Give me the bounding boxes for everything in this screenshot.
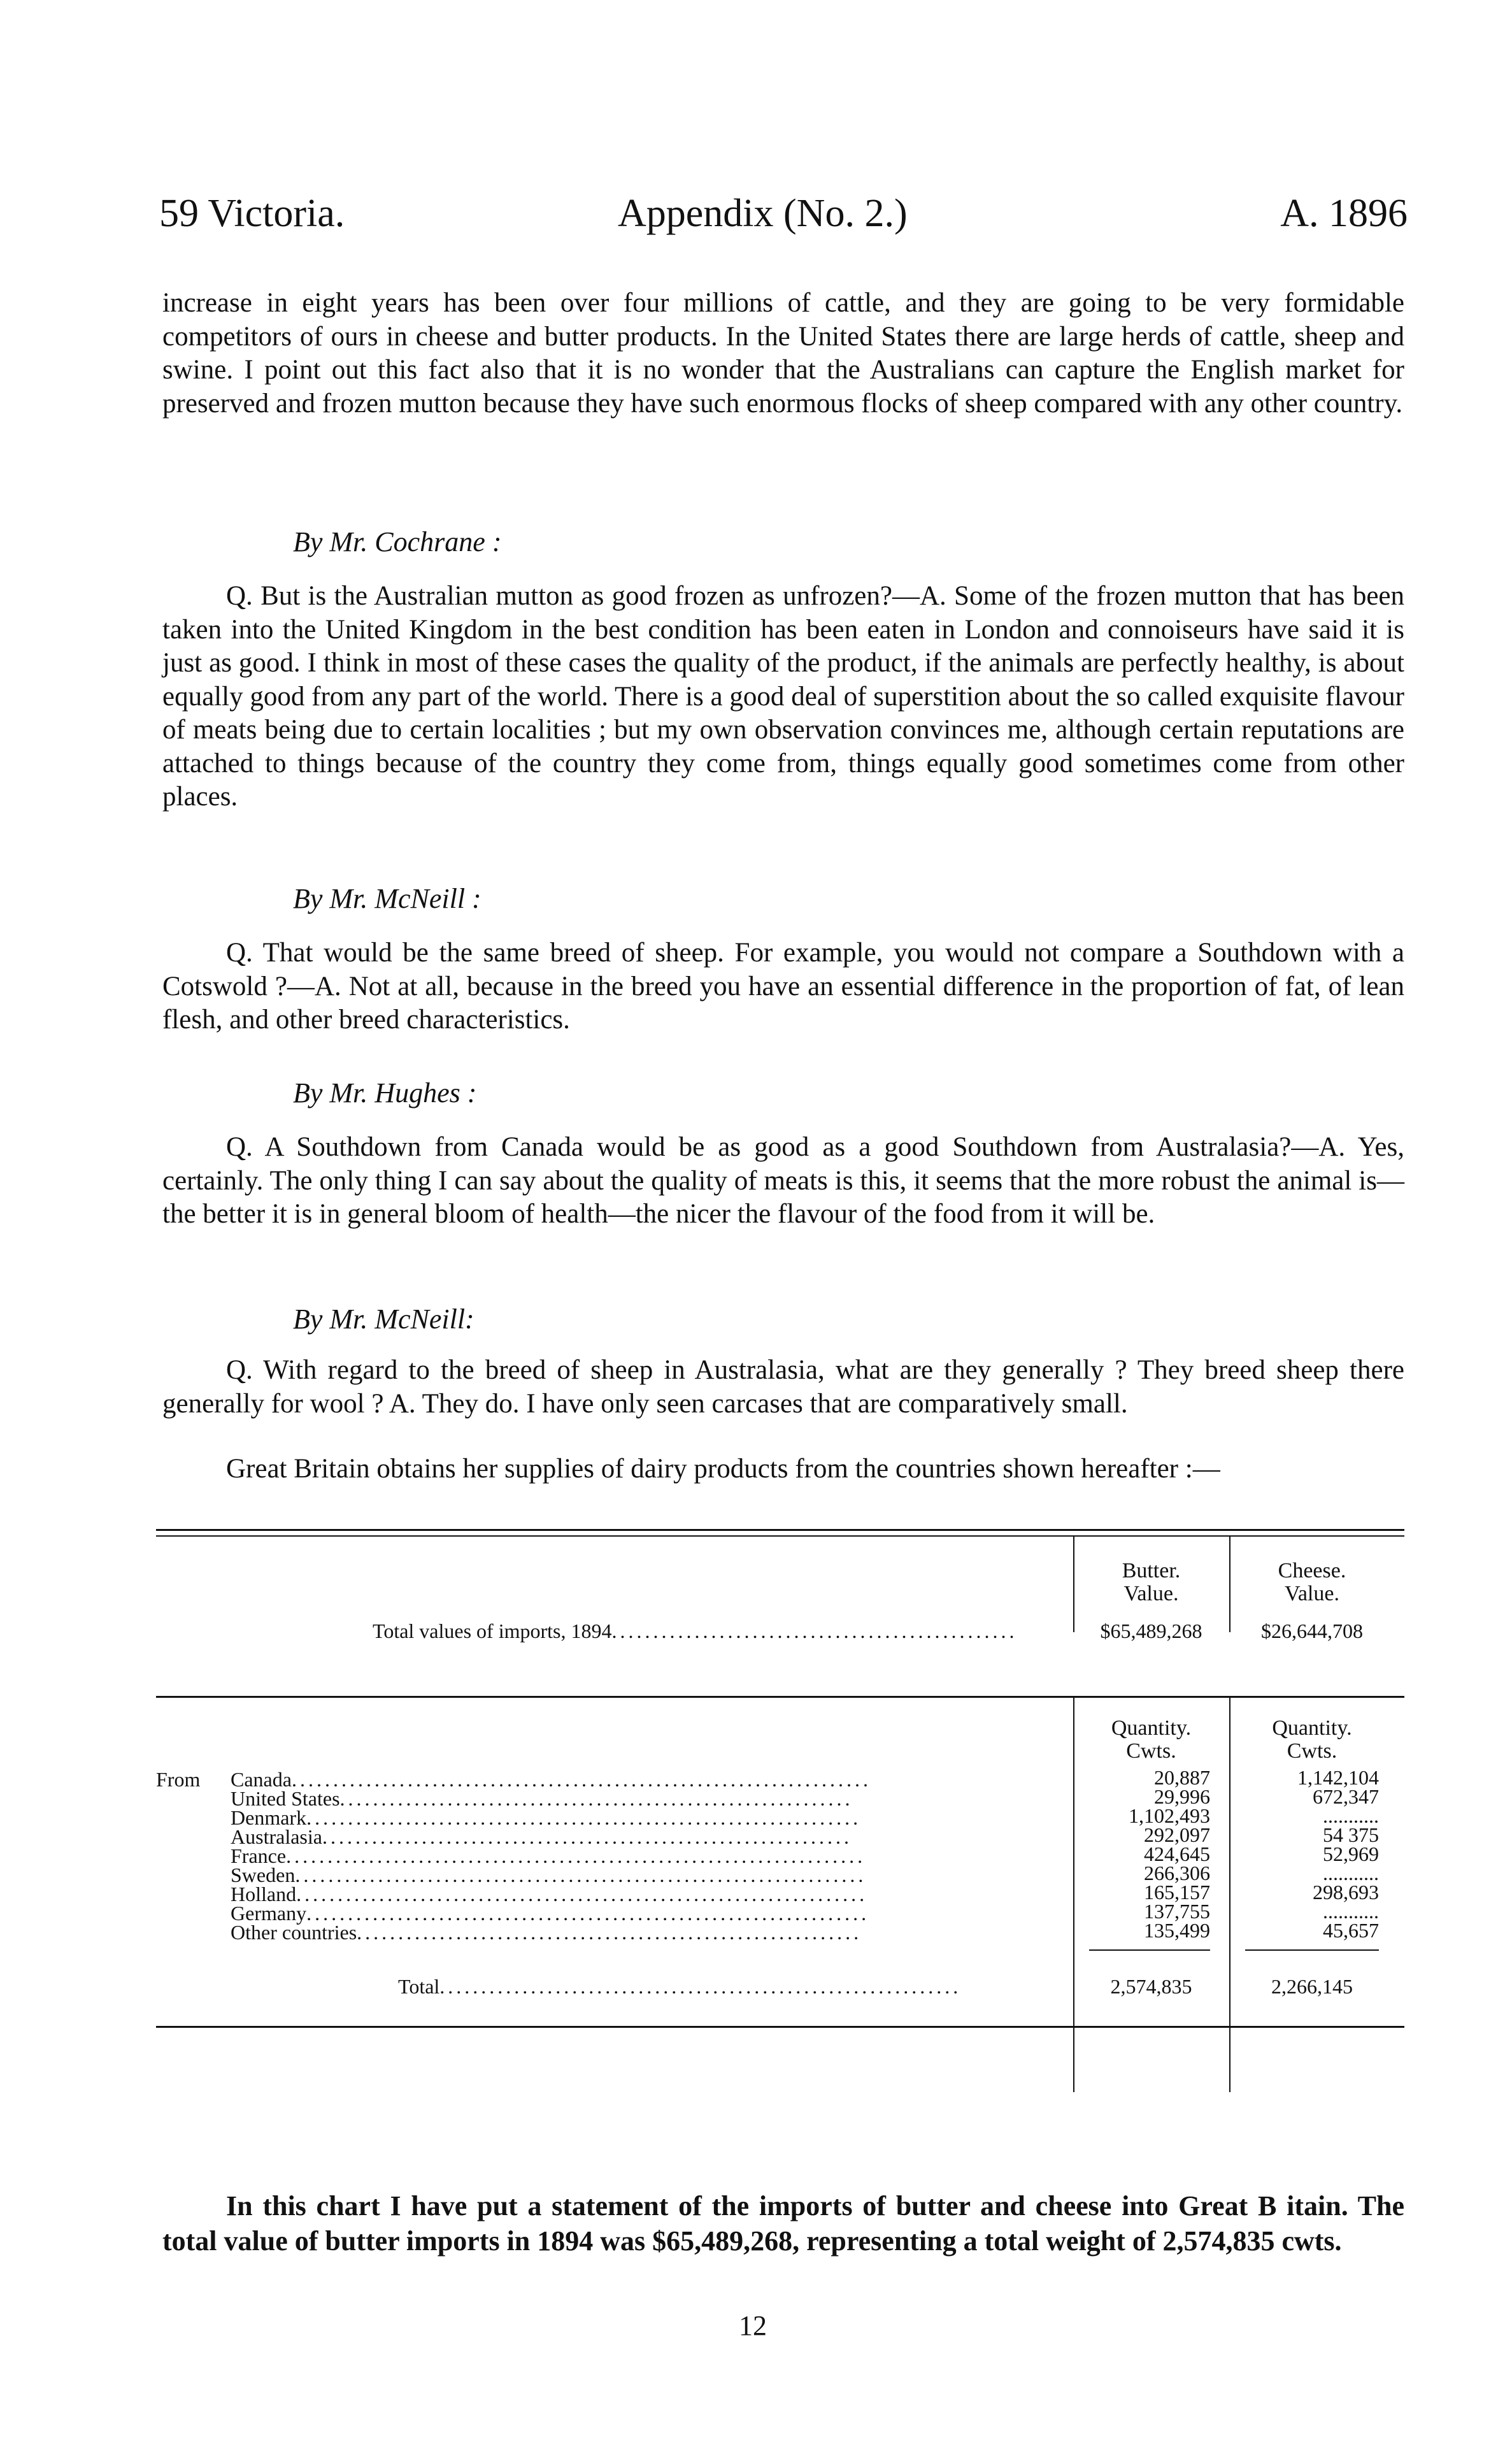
column-divider — [1073, 1697, 1074, 2092]
butter-quantity: 135,499 — [1144, 1919, 1210, 1942]
header-appendix: Appendix (No. 2.) — [618, 192, 908, 235]
paragraph-cattle: increase in eight years has been over four millions of cattle, and they are going to be very formidable competitors of ours in cheese and butter products. In the United States there are large herds of cattle, sheep and swine. I point out this fact also that it is no wonder that the Australians can capture the English market for preserved and frozen mutton because they have such enormous flocks of sheep compared with any other country. — [162, 288, 1404, 419]
butter-quantity: 424,645 — [1144, 1842, 1210, 1865]
table-top-rule-2 — [156, 1535, 1404, 1537]
butter-quantity: 266,306 — [1144, 1862, 1210, 1884]
table-top-rule — [156, 1529, 1404, 1531]
dairy-imports-table — [156, 1529, 1404, 2128]
questioner-heading-cochrane: By Mr. Cochrane : — [293, 526, 502, 557]
total-row-label: Total............................................................... — [398, 1975, 962, 1998]
country-name: Sweden — [231, 1863, 296, 1886]
butter-sum-rule — [1089, 1949, 1210, 1951]
country-row: Canada...................................................................... — [231, 1768, 871, 1791]
cheese-quantity: 45,657 — [1323, 1919, 1379, 1942]
cheese-quantity: 1,142,104 — [1297, 1766, 1379, 1789]
country-row: Australasia................................................................ — [231, 1825, 852, 1848]
butter-quantity: 137,755 — [1144, 1900, 1210, 1923]
paragraph-frozen-mutton: Q. But is the Australian mutton as good frozen as unfrozen?—A. Some of the frozen mutton that has been taken into the United Kingdom in the best condition has been eaten in London and connoiseurs have said it is just as good. I think in most of these cases the quality of the product, if the animals are perfectly healthy, is about equally good from any part of the world. There is a good deal of superstition about the so called exquisite flavour of meats being due to certain localities ; but my own observation convinces me, although certain reputations are attached to things because of the country they come from, things equally good sometimes come from other places. — [162, 581, 1404, 812]
total-values-label: Total values of imports, 1894 — [373, 1619, 612, 1642]
country-name: Australasia — [231, 1825, 322, 1848]
country-row: United States.............................................................. — [231, 1787, 853, 1810]
column-divider — [1073, 1537, 1074, 1632]
country-row: Denmark................................................................... — [231, 1806, 862, 1829]
paragraph-chart-summary: In this chart I have put a statement of the imports of butter and cheese into Great B itain. The total value of butter imports in 1894 was $65,489,268, representing a total weight of 2,574,835 cwts. — [162, 2190, 1404, 2257]
paragraph-australasia-sheep: Q. With regard to the breed of sheep in Australasia, what are they generally ? They breed sheep there generally for wool ? A. They do. I have only seen carcases that are comparatively small. — [162, 1355, 1404, 1419]
butter-quantities — [1076, 1768, 1210, 1940]
total-label: Total — [398, 1975, 440, 1998]
cheese-quantity: ........... — [1323, 1862, 1379, 1884]
country-name: Denmark — [231, 1806, 307, 1829]
butter-quantity: 165,157 — [1144, 1881, 1210, 1904]
country-row: Sweden..................................................................... — [231, 1863, 867, 1886]
cheese-total-quantity: 2,266,145 — [1271, 1975, 1353, 1998]
paragraph-supplies-intro: Great Britain obtains her supplies of dairy products from the countries shown hereafter :— — [226, 1454, 1220, 1484]
country-name: United States — [231, 1787, 340, 1810]
butter-quantity-header: Quantity. Cwts. — [1111, 1716, 1192, 1763]
page-number: 12 — [739, 2310, 767, 2341]
cheese-quantities — [1236, 1768, 1379, 1940]
table-bottom-rule — [156, 2026, 1404, 2028]
cheese-quantity: 54 375 — [1323, 1823, 1379, 1846]
butter-total-value: $65,489,268 — [1100, 1619, 1202, 1642]
questioner-heading-hughes: By Mr. Hughes : — [293, 1077, 477, 1109]
cheese-quantity: 672,347 — [1313, 1785, 1379, 1808]
butter-value-header: Butter. Value. — [1122, 1559, 1181, 1605]
butter-quantity: 1,102,493 — [1129, 1804, 1210, 1827]
column-divider — [1229, 1697, 1230, 2092]
country-row: France...................................................................... — [231, 1844, 866, 1867]
running-header — [159, 191, 1408, 242]
country-name: Germany — [231, 1902, 307, 1925]
total-values-row-label: Total values of imports, 1894................................................. — [373, 1619, 1018, 1642]
country-row: Germany.................................................................... — [231, 1902, 870, 1925]
cheese-total-value: $26,644,708 — [1261, 1619, 1363, 1642]
country-name: Other countries — [231, 1921, 357, 1944]
paragraph-southdown: Q. A Southdown from Canada would be as good as a good Southdown from Australasia?—A. Yes, certainly. The only thing I can say about the quality of meats is this, it seems that the more robust the animal is—the better it is in general bloom of health—the nicer the flavour of the food from it will be. — [162, 1132, 1404, 1229]
butter-quantity: 292,097 — [1144, 1823, 1210, 1846]
table-mid-rule — [156, 1696, 1404, 1698]
cheese-quantity: 298,693 — [1313, 1881, 1379, 1904]
questioner-heading-mcneill-2: By Mr. McNeill: — [293, 1303, 474, 1335]
butter-total-quantity: 2,574,835 — [1110, 1975, 1192, 1998]
country-labels — [231, 1768, 1071, 1944]
cheese-sum-rule — [1245, 1949, 1379, 1951]
cheese-quantity: ........... — [1323, 1804, 1379, 1827]
paragraph-breed: Q. That would be the same breed of sheep. For example, you would not compare a Southdown with a Cotswold ?—A. Not at all, because in the breed you have an essential difference in the proportion of fat, of lean flesh, and other breed characteristics. — [162, 938, 1404, 1035]
cheese-quantity: ........... — [1323, 1900, 1379, 1923]
butter-quantity: 20,887 — [1154, 1766, 1210, 1789]
header-year: A. 1896 — [1280, 192, 1408, 235]
from-label: From — [156, 1768, 201, 1791]
country-name: Canada — [231, 1768, 292, 1791]
butter-quantity: 29,996 — [1154, 1785, 1210, 1808]
questioner-heading-mcneill: By Mr. McNeill : — [293, 883, 481, 914]
column-divider — [1229, 1537, 1230, 1632]
cheese-quantity: 52,969 — [1323, 1842, 1379, 1865]
cheese-quantity-header: Quantity. Cwts. — [1272, 1716, 1352, 1763]
country-name: France — [231, 1844, 287, 1867]
cheese-value-header: Cheese. Value. — [1278, 1559, 1346, 1605]
country-row: Holland..................................................................... — [231, 1883, 868, 1905]
country-name: Holland — [231, 1883, 297, 1905]
country-row: Other countries............................................................. — [231, 1921, 862, 1944]
header-session: 59 Victoria. — [159, 192, 345, 235]
